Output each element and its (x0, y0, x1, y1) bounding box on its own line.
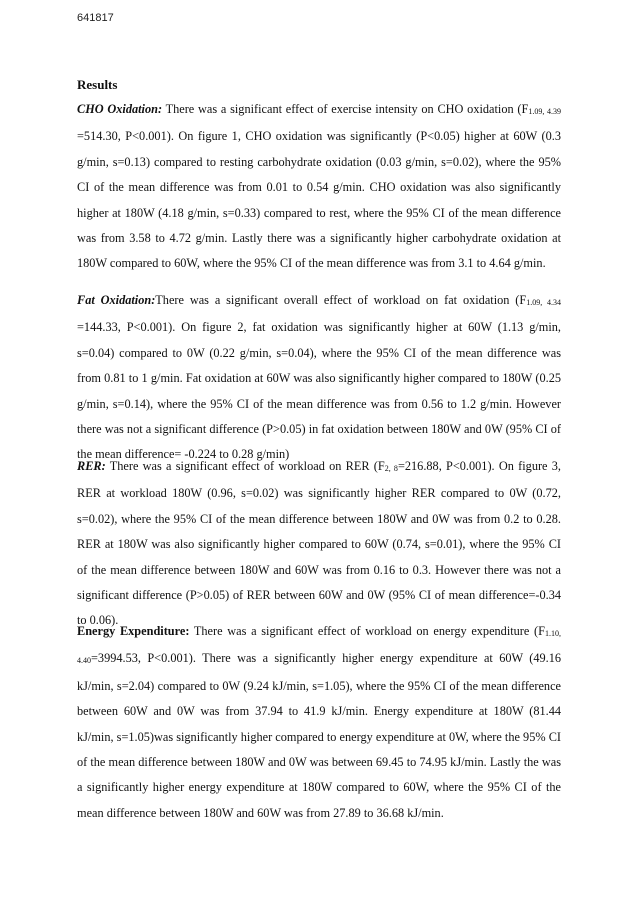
fat-oxidation-label: Fat Oxidation: (77, 293, 156, 307)
rer-paragraph (77, 454, 561, 634)
results-heading: Results (77, 77, 118, 92)
energy-text-rest: =3994.53, P<0.001). There was a significantly higher energy expenditure at 60W (49.16 kJ/min, s=2.04) compared to 0W (9.24 kJ/min, s=1.05), where the 95% CI of the mean difference between 60W and 0W was from 37.94 to 41.9 kJ/min. Energy expenditure at 180W (81.44 kJ/min, s=1.05)was significantly higher compared to energy expenditure at 0W, where the 95% CI of the mean difference between 180W and 0W was between 69.45 to 74.95 kJ/min. Lastly the was a significantly higher energy expenditure at 180W compared to 60W, where the 95% CI of the mean difference between 180W and 60W was from 27.89 to 36.68 kJ/min. (77, 651, 561, 820)
fat-f-subscript: 1.09, 4.34 (526, 298, 562, 307)
rer-text-rest: =216.88, P<0.001). On figure 3, RER at workload 180W (0.96, s=0.02) was significantly higher RER compared to 0W (0.72, s=0.02), where the 95% CI of the mean difference between 180W and 0W was from 0.2 to 0.28. RER at 180W was also significantly higher compared to 60W (0.74, s=0.01), where the 95% CI of the mean difference between 180W and 60W was from 0.16 to 0.3. However there was not a significant difference (P>0.05) of RER between 60W and 0W (95% CI of mean difference=-0.34 to 0.06). (77, 459, 561, 628)
cho-oxidation-label: CHO Oxidation: (77, 102, 163, 116)
rer-label: RER: (77, 459, 106, 473)
fat-text-start: There was a significant overall effect of workload on fat oxidation (F (155, 293, 527, 307)
energy-text-start: There was a significant effect of workload on energy expenditure (F (189, 624, 545, 638)
energy-expenditure-paragraph (77, 619, 561, 826)
energy-f-subscript: 1.10, 4.40 (77, 629, 561, 666)
fat-text-rest: =144.33, P<0.001). On figure 2, fat oxidation was significantly higher at 60W (1.13 g/min, s=0.04) compared to 0W (0.22 g/min, s=0.04), where the 95% CI of the mean difference was from 0.81 to 1 g/min. Fat oxidation at 60W was also significantly higher compared to 180W (0.25 g/min, s=0.14), where the 95% CI of the mean difference was from 0.56 to 1.2 g/min. However there was not a significant difference (P>0.05) in fat oxidation between 180W and 0W (95% CI of the mean difference= -0.224 to 0.28 g/min) (77, 320, 561, 462)
cho-text-start: There was a significant effect of exercise intensity on CHO oxidation (F (162, 102, 529, 116)
energy-expenditure-label: Energy Expenditure: (77, 624, 190, 638)
fat-oxidation-paragraph (77, 288, 561, 468)
cho-oxidation-paragraph (77, 97, 561, 277)
cho-f-subscript: 1.09, 4.39 (528, 107, 561, 116)
document-id: 641817 (77, 12, 114, 24)
cho-text-rest: =514.30, P<0.001). On figure 1, CHO oxidation was significantly (P<0.05) higher at 60W (0.3 g/min, s=0.13) compared to resting carbohydrate oxidation (0.03 g/min, s=0.02), where the 95% CI of the mean difference was from 0.01 to 0.54 g/min. CHO oxidation was also significantly higher at 180W (4.18 g/min, s=0.33) compared to rest, where the 95% CI of the mean difference was from 3.58 to 4.72 g/min. Lastly there was a significantly higher carbohydrate oxidation at 180W compared to 60W, where the 95% CI of the mean difference was from 3.1 to 4.64 g/min. (77, 129, 561, 271)
rer-text-start: There was a significant effect of workload on RER (F (105, 459, 385, 473)
rer-f-subscript: 2, 8 (384, 464, 398, 473)
